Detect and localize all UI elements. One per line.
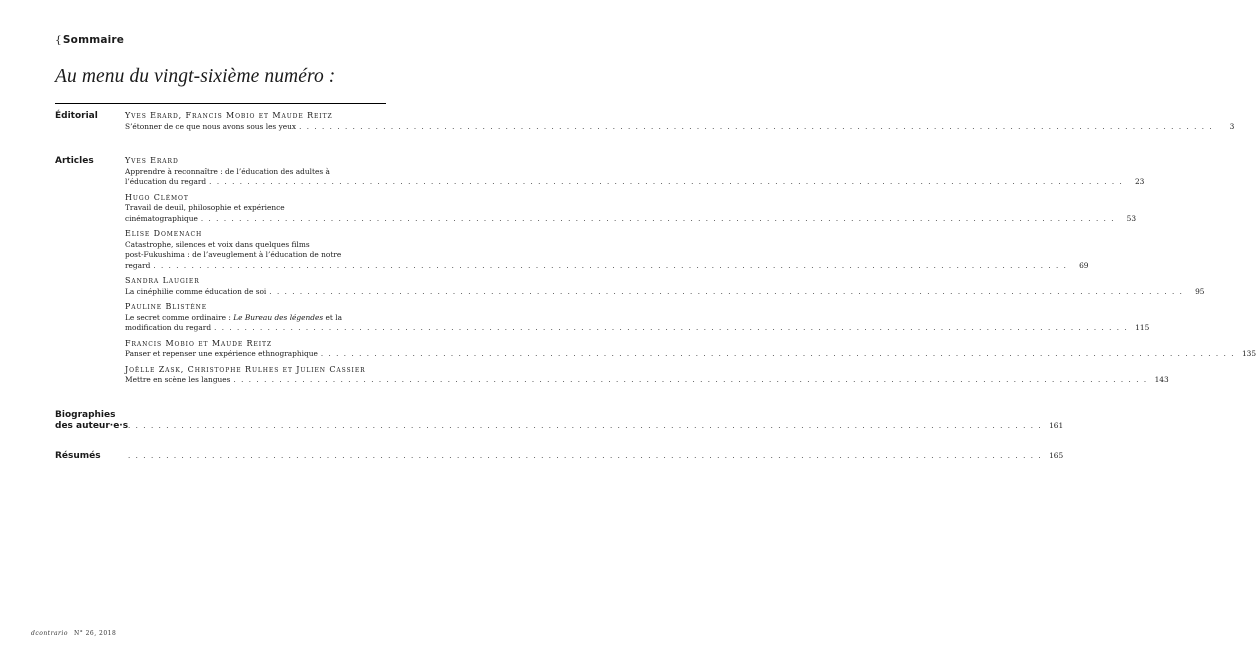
dot-leader: . . . . . . . . . . . . . . . . . . . . . . . . . . . . . . . . . . . . . . . . . . . . . . . . . . . . . . . . . . . . . . . . . . . . . . . . . . . . . . . . . . . . . . . . . . . . . . . . . . . . . . . . . . . . . . . . . . . . . . . . [214,324,1129,332]
entry-title: Le secret comme ordinaire : Le Bureau des légendes et la [125,312,343,322]
dot-leader: . . . . . . . . . . . . . . . . . . . . . . . . . . . . . . . . . . . . . . . . . . . . . . . . . . . . . . . . . . . . . . . . . . . . . . . . . . . . . . . . . . . . . . . . . . . . . . . . . . . . . . . . . . . . . . . . . . . . . . . . [233,376,1148,384]
kicker-label: Sommaire [62,34,125,46]
toc-entry [125,111,1235,132]
toc-entry [125,192,1137,225]
section-label-line: Résumés [55,451,101,461]
toc-section [55,111,1235,132]
dot-leader: . . . . . . . . . . . . . . . . . . . . . . . . . . . . . . . . . . . . . . . . . . . . . . . . . . . . . . . . . . . . . . . . . . . . . . . . . . . . . . . . . . . . . . . . . . . . . . . . . . . . . . . . . . . . . . . . . . . . . . . . [128,452,1043,460]
entry-title: Apprendre à reconnaître : de l’éducation des adultes à [125,166,330,176]
page-number: 3 [1229,121,1235,131]
page-number: 115 [1135,323,1150,332]
section-label: Éditorial [55,111,98,121]
section-label: Articles [55,156,94,166]
dot-leader: . . . . . . . . . . . . . . . . . . . . . . . . . . . . . . . . . . . . . . . . . . . . . . . . . . . . . . . . . . . . . . . . . . . . . . . . . . . . . . . . . . . . . . . . . . . . . . . . . . . . . . . . . . . . . . . . . . . . . . . . [153,261,1068,270]
toc-section [55,156,1256,386]
toc-section [55,451,1064,462]
toc-section [55,409,1064,432]
entry-title: S’étonner de ce que nous avons sous les yeux [125,121,297,131]
toc-entry [125,302,1150,334]
toc-entry [125,338,1256,360]
entry-title-line [125,167,386,178]
section-label [55,410,128,432]
title-rule [55,103,386,104]
entry-title-line [125,203,386,214]
page-number: 165 [1049,451,1064,460]
entry-title-line [125,349,1256,360]
entry-title-line [125,213,1137,225]
section-label [55,451,101,462]
entry-title: Catastrophe, silences et voix dans quelques films [125,239,310,249]
entry-title-line [125,121,1235,133]
page-number: 23 [1134,177,1145,186]
entry-title-line [125,177,1145,188]
entry-author: Hugo Clémot [125,192,189,202]
section-entries [125,451,1064,462]
dot-leader: . . . . . . . . . . . . . . . . . . . . . . . . . . . . . . . . . . . . . . . . . . . . . . . . . . . . . . . . . . . . . . . . . . . . . . . . . . . . . . . . . . . . . . . . . . . . . . . . . . . . . . . . . . . . . . . . . . . . . . . . [200,214,1116,223]
page-number: 53 [1126,213,1137,223]
toc-entry [125,156,1145,188]
page-footer [31,630,116,637]
entry-title: l’éducation du regard [125,177,207,186]
toc-entry [125,276,1205,297]
entry-title: post-Fukushima : de l’aveuglement à l’éducation de notre [125,250,342,259]
entry-title-line [125,260,1089,272]
entry-author: Joëlle Zask, Christophe Rulhes et Julien Cassier [125,364,366,374]
page-title: Au menu du vingt-sixième numéro : [55,66,336,87]
entry-author: Sandra Laugier [125,276,200,285]
entry-author: Francis Mobio et Maude Reitz [125,338,273,348]
dot-leader: . . . . . . . . . . . . . . . . . . . . . . . . . . . . . . . . . . . . . . . . . . . . . . . . . . . . . . . . . . . . . . . . . . . . . . . . . . . . . . . . . . . . . . . . . . . . . . . . . . . . . . . . . . . . . . . . . . . . . . . . [299,122,1214,131]
entry-author: Yves Erard [125,156,179,165]
entry-title: regard [125,260,151,270]
section-label-line: des auteur·e·s [55,420,129,431]
entry-title: Mettre en scène les langues [125,375,231,384]
page-number: 135 [1241,349,1256,358]
page-number: 95 [1195,286,1205,296]
footer-issue: N° 26, 2018 [73,630,117,637]
entry-title: modification du regard [125,323,212,332]
page-number: 143 [1154,375,1169,384]
page-number: 69 [1079,260,1089,270]
entry-author: Yves Erard, Francis Mobio et Maude Reitz [125,111,333,120]
entry-author: Pauline Blistène [125,302,208,311]
entry-title: Travail de deuil, philosophie et expérience [125,203,285,212]
footer-magazine: dcontrario [31,630,68,637]
brace-glyph: { [55,34,62,46]
entry-title-line [125,240,386,251]
section-entries [125,156,1256,386]
dot-leader: . . . . . . . . . . . . . . . . . . . . . . . . . . . . . . . . . . . . . . . . . . . . . . . . . . . . . . . . . . . . . . . . . . . . . . . . . . . . . . . . . . . . . . . . . . . . . . . . . . . . . . . . . . . . . . . . . . . . . . . . [320,350,1236,358]
entry-title: cinématographique [125,213,198,223]
section-kicker [55,34,124,46]
section-label-line: Biographies [55,409,116,420]
toc-entry [125,364,1169,386]
entry-title: Panser et repenser une expérience ethnographique [125,349,318,358]
entry-title-line [125,313,386,324]
table-of-contents [55,111,1256,462]
toc-entry [125,229,1089,271]
page-number: 161 [1049,420,1064,430]
dot-leader: . . . . . . . . . . . . . . . . . . . . . . . . . . . . . . . . . . . . . . . . . . . . . . . . . . . . . . . . . . . . . . . . . . . . . . . . . . . . . . . . . . . . . . . . . . . . . . . . . . . . . . . . . . . . . . . . . . . . . . . . [269,287,1184,296]
entry-title-line [125,323,1150,334]
section-entries [125,111,1235,132]
dot-leader: . . . . . . . . . . . . . . . . . . . . . . . . . . . . . . . . . . . . . . . . . . . . . . . . . . . . . . . . . . . . . . . . . . . . . . . . . . . . . . . . . . . . . . . . . . . . . . . . . . . . . . . . . . . . . . . . . . . . . . . . [128,421,1043,430]
entry-title-line [125,451,1064,462]
entry-author: Elise Domenach [125,229,203,238]
section-entries [125,410,1064,432]
entry-title-line [125,420,1064,432]
entry-title-line [125,250,386,261]
entry-title: La cinéphilie comme éducation de soi [125,286,267,296]
entry-title-line [125,375,1169,386]
entry-title-line [125,286,1205,298]
dot-leader: . . . . . . . . . . . . . . . . . . . . . . . . . . . . . . . . . . . . . . . . . . . . . . . . . . . . . . . . . . . . . . . . . . . . . . . . . . . . . . . . . . . . . . . . . . . . . . . . . . . . . . . . . . . . . . . . . . . . . . . . [209,178,1124,186]
